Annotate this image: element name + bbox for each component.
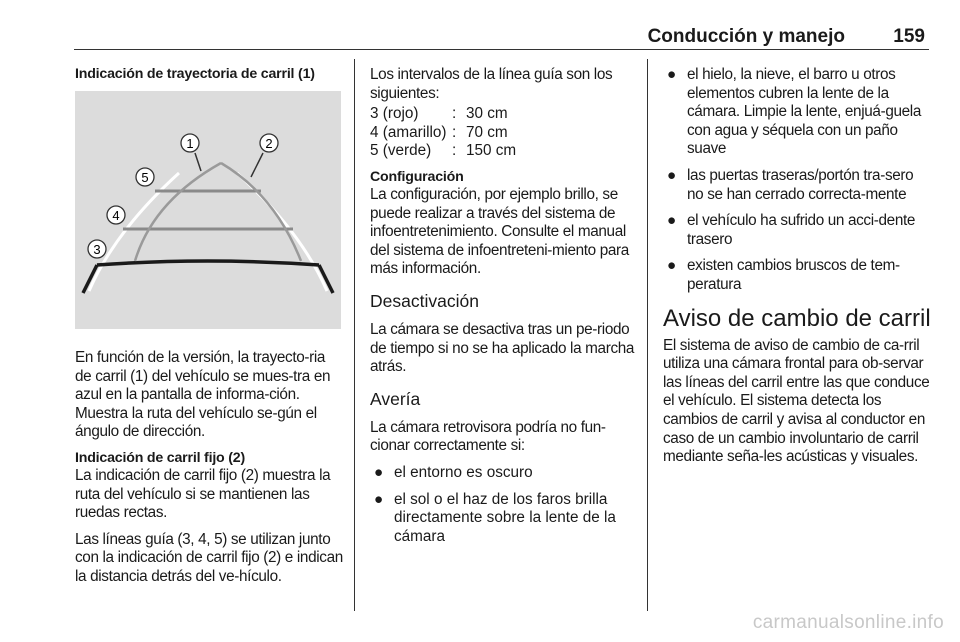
- interval-value: 30 cm: [466, 105, 508, 123]
- list-item: ● el vehículo ha sufrido un acci-dente trasero: [667, 212, 916, 248]
- interval-row: [370, 105, 516, 124]
- bullet-icon: ●: [667, 212, 677, 230]
- fault-list-continued: [663, 66, 931, 295]
- interval-label: 3 (rojo): [370, 105, 419, 123]
- column-2: [370, 66, 636, 554]
- lane-departure-heading: Aviso de cambio de carril: [663, 304, 931, 332]
- bullet-icon: ●: [374, 463, 384, 481]
- bullet-icon: ●: [667, 66, 677, 83]
- column-1: [75, 66, 343, 595]
- intervals-table: [370, 105, 516, 161]
- callout-1: [181, 134, 199, 152]
- lane-departure-paragraph: El sistema de aviso de cambio de ca-rril utiliza una cámara frontal para ob-servar las líneas del carril entre las que conduce el vehículo. El sistema detecta los cambios de carril y avisa al conductor en caso de un cambio involuntario de carril mediante seña-les acústicas y visuales.: [663, 336, 930, 466]
- bullet-icon: ●: [374, 490, 384, 508]
- interval-sep: :: [452, 142, 457, 160]
- page-number: 159: [893, 26, 925, 47]
- fixed-lane-paragraph: La indicación de carril fijo (2) muestra la ruta del vehículo si se mantienen las ruedas rectas.: [75, 466, 331, 522]
- interval-value: 70 cm: [466, 123, 508, 141]
- bullet-icon: ●: [667, 166, 677, 184]
- lane-trajectory-heading: Indicación de trayectoria de carril (1): [75, 66, 315, 82]
- page-header: [74, 22, 929, 48]
- svg-text:1: 1: [186, 136, 194, 151]
- column-divider-1: [354, 59, 355, 611]
- deactivation-paragraph: La cámara se desactiva tras un pe-riodo de tiempo si no se ha aplicado la marcha atrás.: [370, 320, 635, 376]
- config-heading: Configuración: [370, 168, 464, 185]
- version-paragraph: En función de la versión, la trayecto-ria de carril (1) del vehículo se mues-tra en azul en la pantalla de informa-ción. Muestra la ruta del vehículo se-gún el ángulo de dirección.: [75, 349, 331, 441]
- list-item: ● el hielo, la nieve, el barro u otros elementos cubren la lente de la cámara. Limpie la lente, enjuá-guela con agua y séquela con un paño suave: [667, 66, 921, 158]
- camera-guide-lines-figure: [75, 91, 341, 329]
- list-item: ● las puertas traseras/portón tra-sero no se han cerrado correcta-mente: [667, 166, 914, 203]
- callout-3: [88, 240, 106, 258]
- interval-value: 150 cm: [466, 142, 517, 160]
- svg-text:2: 2: [265, 136, 273, 151]
- interval-row: [370, 124, 516, 143]
- svg-text:3: 3: [93, 242, 101, 257]
- svg-text:5: 5: [141, 170, 149, 185]
- interval-label: 5 (verde): [370, 142, 432, 160]
- callout-4: [107, 206, 125, 224]
- list-item: ● el entorno es oscuro: [374, 463, 533, 481]
- fault-heading: Avería: [370, 388, 421, 409]
- fault-paragraph: La cámara retrovisora podría no fun-cionar correctamente si:: [370, 418, 606, 455]
- deactivation-heading: Desactivación: [370, 290, 479, 311]
- column-3: [663, 66, 931, 475]
- interval-label: 4 (amarillo): [370, 123, 447, 141]
- config-paragraph: La configuración, por ejemplo brillo, se puede realizar a través del sistema de infoentretenimiento. Consulte el manual del sistema de infoentreteni-miento para más información.: [370, 185, 629, 278]
- watermark: carmanualsonline.info: [752, 612, 944, 633]
- interval-sep: :: [452, 105, 457, 123]
- list-item: ● existen cambios bruscos de tem-peratura: [667, 257, 900, 293]
- fixed-lane-heading: Indicación de carril fijo (2): [75, 449, 246, 466]
- bullet-icon: ●: [667, 257, 677, 275]
- callout-5: [136, 168, 154, 186]
- intervals-intro: Los intervalos de la línea guía son los siguientes:: [370, 66, 613, 102]
- list-item: ● el sol o el haz de los faros brilla directamente sobre la lente de la cámara: [374, 490, 616, 545]
- svg-text:4: 4: [112, 208, 120, 223]
- callout-2: [260, 134, 278, 152]
- header-rule: [74, 49, 929, 50]
- fault-list: [370, 464, 636, 546]
- interval-sep: :: [452, 123, 457, 141]
- section-title: Conducción y manejo: [647, 26, 845, 47]
- column-divider-2: [647, 59, 648, 611]
- guide-lines-paragraph: Las líneas guía (3, 4, 5) se utilizan junto con la indicación de carril fijo (2) e indican la distancia detrás del ve-hículo.: [75, 530, 343, 585]
- interval-row: [370, 142, 516, 161]
